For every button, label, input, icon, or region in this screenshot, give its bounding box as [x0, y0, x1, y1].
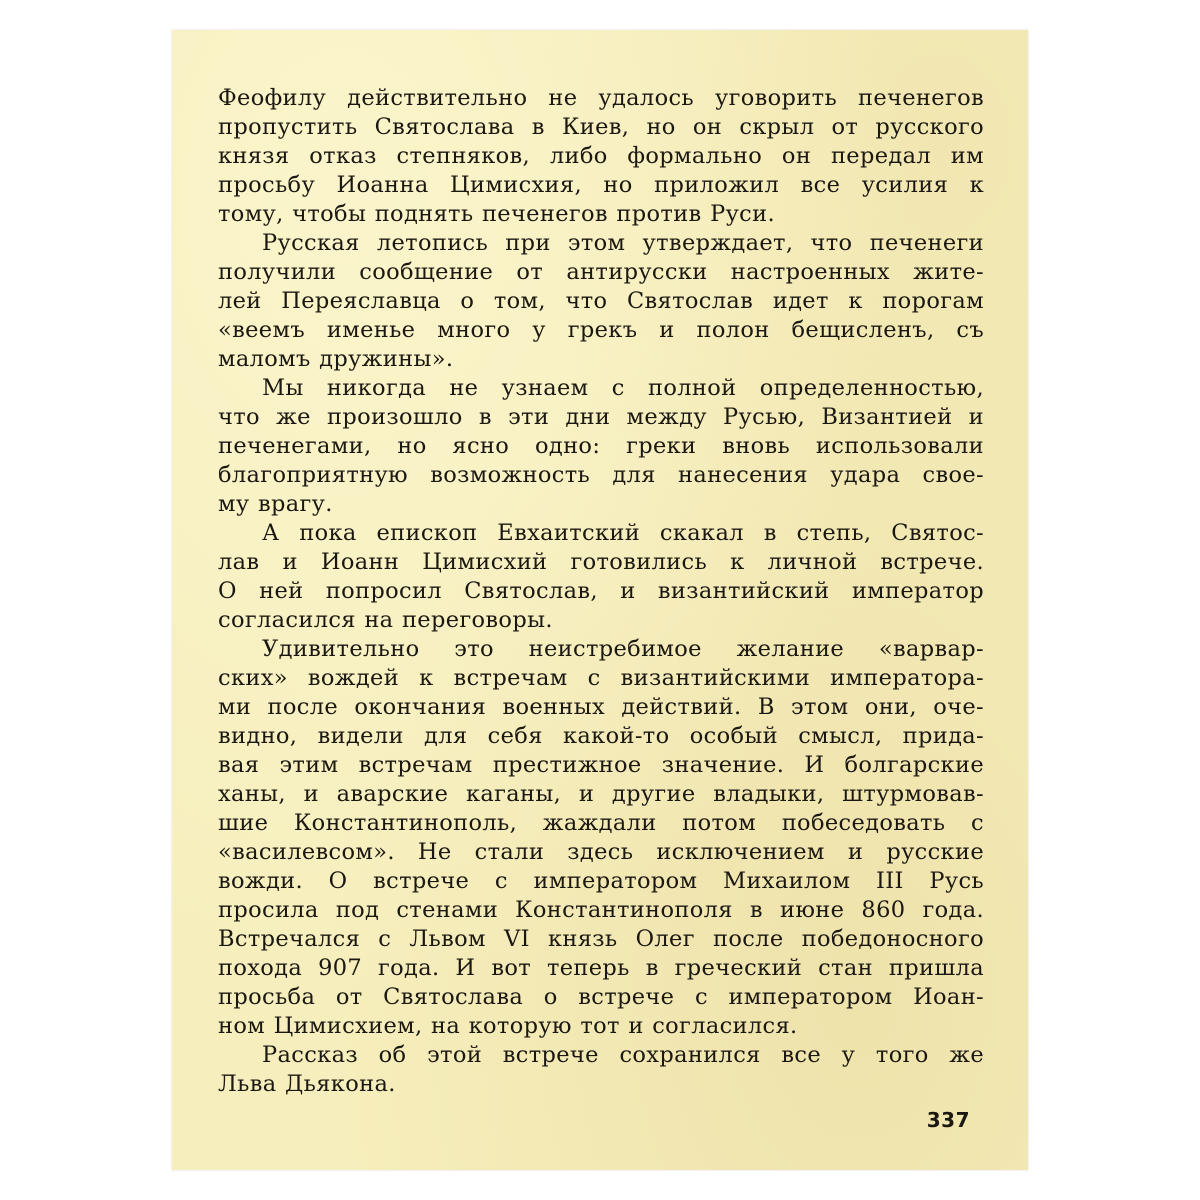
text-line: ских» вождей к встречам с византийскими императора- [218, 665, 984, 691]
paragraph [218, 374, 984, 519]
text-line: ном Цимисхием, на которую тот и согласился. [218, 1013, 798, 1039]
text-line: похода 907 года. И вот теперь в греческий стан пришла [218, 955, 984, 981]
text-line: согласился на переговоры. [218, 607, 553, 633]
paragraph [218, 519, 984, 635]
text-line: Встречался с Львом VI князь Олег после победоносного [218, 926, 984, 952]
text-line: тому, чтобы поднять печенегов против Руси. [218, 201, 775, 227]
text-line: просьбу Иоанна Цимисхия, но приложил все усилия к [218, 172, 984, 198]
text-line: шие Константинополь, жаждали потом побеседовать с [218, 810, 984, 836]
text-line: Льва Дьякона. [218, 1071, 396, 1097]
paragraph [218, 229, 984, 374]
text-line: видно, видели для себя какой-то особый смысл, прида- [218, 723, 984, 749]
text-line: «веемъ именье много у грекъ и полон бещисленъ, съ [218, 317, 984, 343]
text-line: вожди. О встрече с императором Михаилом III Русь [218, 868, 984, 894]
page-number: 337 [926, 1108, 970, 1132]
text-line: Русская летопись при этом утверждает, что печенеги [262, 230, 984, 256]
text-line: Феофилу действительно не удалось уговорить печенегов [218, 85, 984, 111]
text-line: маломъ дружины». [218, 346, 454, 372]
text-line: вая этим встречам престижное значение. И болгарские [218, 752, 984, 778]
text-line: получили сообщение от антирусски настроенных жите- [218, 259, 984, 285]
text-line: просила под стенами Константинополя в июне 860 года. [218, 897, 984, 923]
text-line: му врагу. [218, 491, 333, 517]
text-line: О ней попросил Святослав, и византийский император [218, 578, 984, 604]
text-line: что же произошло в эти дни между Русью, Византией и [218, 404, 984, 430]
text-line: печенегами, но ясно одно: греки вновь использовали [218, 433, 984, 459]
text-line: Удивительно это неистребимое желание «варвар- [262, 636, 984, 662]
text-line: просьба от Святослава о встрече с императором Иоан- [218, 984, 984, 1010]
text-line: благоприятную возможность для нанесения удара свое- [218, 462, 984, 488]
text-line: ми после окончания военных действий. В этом они, оче- [218, 694, 984, 720]
text-line: «василевсом». Не стали здесь исключением и русские [218, 839, 984, 865]
text-line: ханы, и аварские каганы, и другие владыки, штурмовав- [218, 781, 984, 807]
text-line: Рассказ об этой встрече сохранился все у того же [262, 1042, 984, 1068]
text-line: пропустить Святослава в Киев, но он скрыл от русского [218, 114, 984, 140]
paragraph [218, 635, 984, 1041]
book-page [172, 30, 1028, 1170]
text-line: лав и Иоанн Цимисхий готовились к личной встрече. [218, 549, 984, 575]
text-line: лей Переяславца о том, что Святослав идет к порогам [218, 288, 984, 314]
text-line: А пока епископ Евхаитский скакал в степь, Святос- [262, 520, 984, 546]
text-line: Мы никогда не узнаем с полной определенностью, [262, 375, 984, 401]
page-text [218, 84, 984, 1099]
paragraph [218, 84, 984, 229]
paragraph [218, 1041, 984, 1099]
text-line: князя отказ степняков, либо формально он передал им [218, 143, 984, 169]
